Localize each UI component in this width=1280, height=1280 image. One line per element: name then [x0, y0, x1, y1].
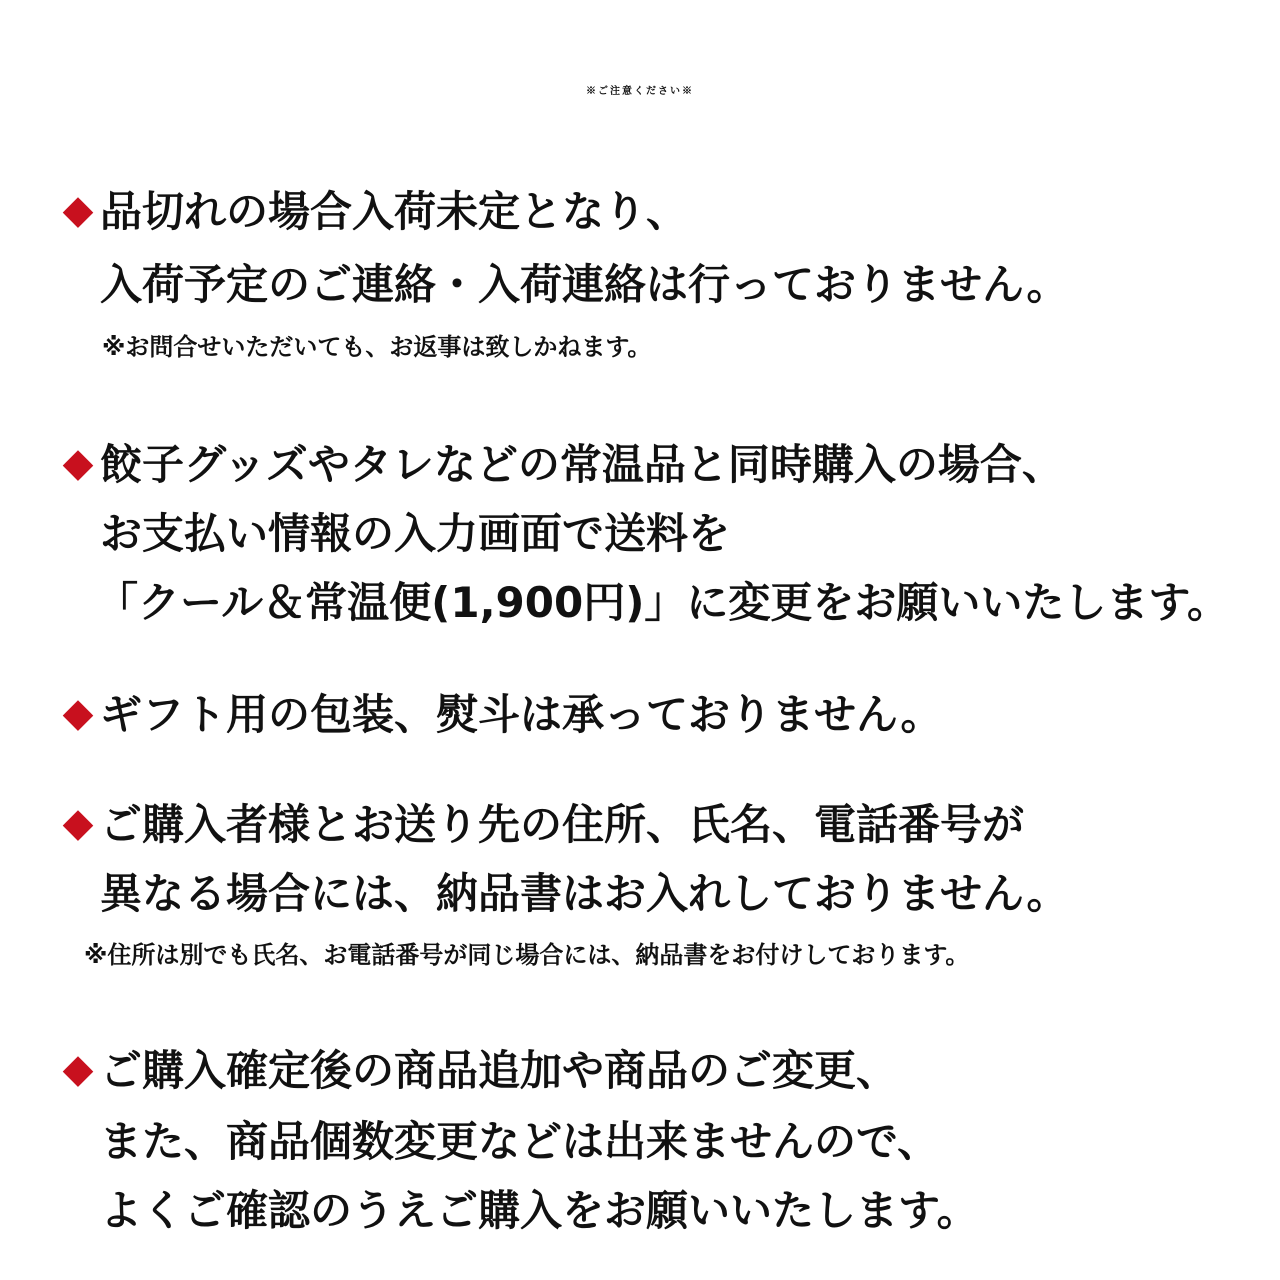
- notice-note: ※お問合せいただいても、お返事は致しかねます。: [102, 333, 652, 361]
- diamond-icon: ◆: [62, 800, 94, 846]
- notice-title: ※ご注意ください※: [586, 86, 694, 97]
- notice-line: ご購入者様とお送り先の住所、氏名、電話番号が: [100, 800, 1025, 849]
- notice-line: 入荷予定のご連絡・入荷連絡は行っておりません。: [100, 260, 1069, 309]
- notice-line: 異なる場合には、納品書はお入れしておりません。: [100, 869, 1069, 918]
- notice-line: ご購入確定後の商品追加や商品のご変更、: [100, 1046, 899, 1095]
- diamond-icon: ◆: [62, 187, 94, 233]
- notice-line: 餃子グッズやタレなどの常温品と同時購入の場合、: [100, 440, 1064, 489]
- diamond-icon: ◆: [62, 690, 94, 736]
- diamond-icon: ◆: [62, 1046, 94, 1092]
- notice-line: ギフト用の包装、熨斗は承っておりません。: [100, 690, 943, 739]
- notice-line: よくご確認のうえご購入をお願いいたします。: [100, 1186, 979, 1235]
- notice-note: ※住所は別でも氏名、お電話番号が同じ場合には、納品書をお付けしております。: [84, 941, 970, 969]
- notice-line: お支払い情報の入力画面で送料を: [100, 509, 731, 558]
- notice-line: また、商品個数変更などは出来ませんので、: [100, 1117, 940, 1166]
- notice-line: 品切れの場合入荷未定となり、: [100, 187, 689, 236]
- diamond-icon: ◆: [62, 440, 94, 486]
- notice-line: 「クール＆常温便(1,900円)」に変更をお願いいたします。: [96, 578, 1230, 627]
